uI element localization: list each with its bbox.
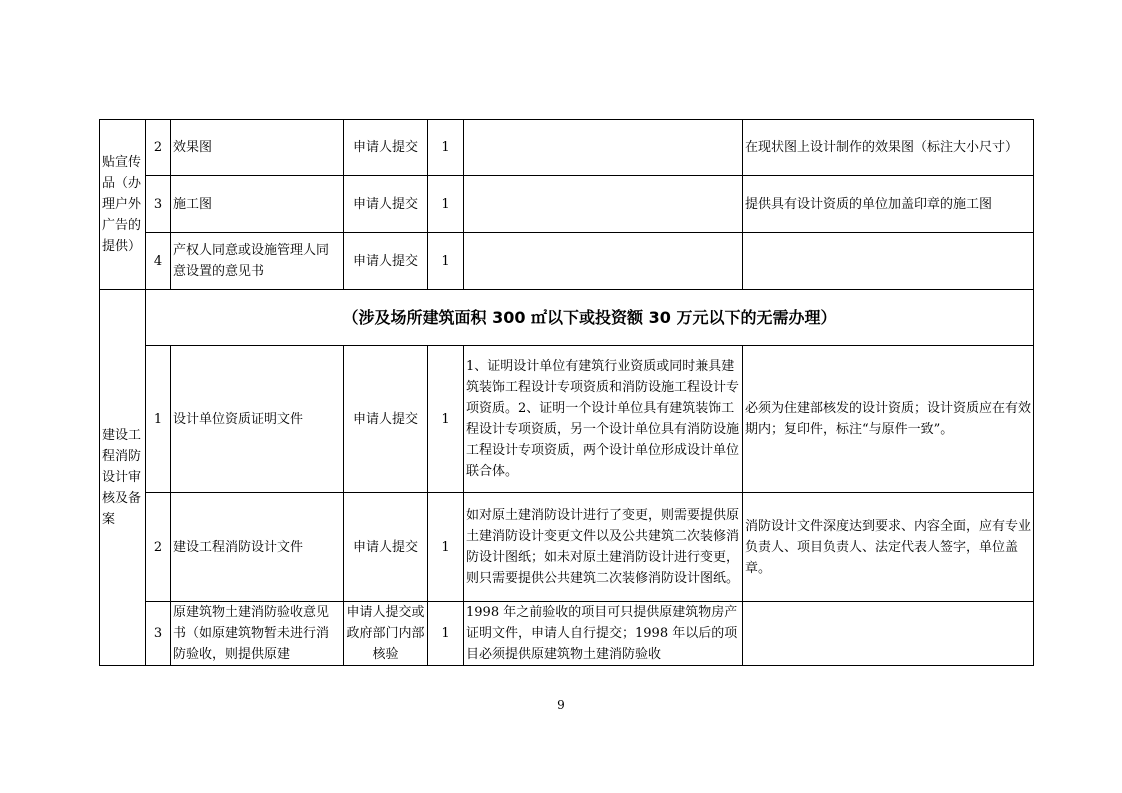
provider: 申请人提交 bbox=[344, 176, 428, 233]
category-cell: 贴宣传品（办理户外广告的提供） bbox=[100, 120, 146, 290]
row-number: 3 bbox=[146, 176, 171, 233]
material-name: 设计单位资质证明文件 bbox=[171, 346, 344, 493]
material-name: 效果图 bbox=[171, 120, 344, 176]
table-row bbox=[100, 602, 1034, 666]
row-number: 1 bbox=[146, 346, 171, 493]
copies: 1 bbox=[428, 346, 464, 493]
note: 必须为住建部核发的设计资质；设计资质应在有效期内；复印件，标注“与原件一致”。 bbox=[743, 346, 1034, 493]
material-name: 建设工程消防设计文件 bbox=[171, 493, 344, 602]
requirements-table bbox=[99, 119, 1034, 666]
material-name: 施工图 bbox=[171, 176, 344, 233]
copies: 1 bbox=[428, 176, 464, 233]
material-name: 产权人同意或设施管理人同意设置的意见书 bbox=[171, 233, 344, 290]
note bbox=[743, 602, 1034, 666]
table-row bbox=[100, 120, 1034, 176]
requirement: 1998 年之前验收的项目可只提供原建筑物房产证明文件，申请人自行提交；1998 年以后的项目必须提供原建筑物土建消防验收 bbox=[464, 602, 743, 666]
provider: 申请人提交 bbox=[344, 233, 428, 290]
row-number: 2 bbox=[146, 493, 171, 602]
table-row bbox=[100, 493, 1034, 602]
page-number: 9 bbox=[557, 698, 565, 712]
note: 在现状图上设计制作的效果图（标注大小尺寸） bbox=[743, 120, 1034, 176]
copies: 1 bbox=[428, 602, 464, 666]
copies: 1 bbox=[428, 233, 464, 290]
exemption-banner: （涉及场所建筑面积 300 ㎡以下或投资额 30 万元以下的无需办理） bbox=[146, 290, 1034, 346]
provider: 申请人提交或政府部门内部核验 bbox=[344, 602, 428, 666]
provider: 申请人提交 bbox=[344, 493, 428, 602]
requirement bbox=[464, 176, 743, 233]
note: 提供具有设计资质的单位加盖印章的施工图 bbox=[743, 176, 1034, 233]
copies: 1 bbox=[428, 120, 464, 176]
provider: 申请人提交 bbox=[344, 120, 428, 176]
table-row bbox=[100, 346, 1034, 493]
requirement: 1、证明设计单位有建筑行业资质或同时兼具建筑装饰工程设计专项资质和消防设施工程设计专项资质。2、证明一个设计单位具有建筑装饰工程设计专项资质，另一个设计单位具有消防设施工程设计专项资质，两个设计单位形成设计单位联合体。 bbox=[464, 346, 743, 493]
table-row bbox=[100, 233, 1034, 290]
table-row bbox=[100, 176, 1034, 233]
material-name: 原建筑物土建消防验收意见书（如原建筑物暂未进行消防验收，则提供原建 bbox=[171, 602, 344, 666]
note bbox=[743, 233, 1034, 290]
note: 消防设计文件深度达到要求、内容全面，应有专业负责人、项目负责人、法定代表人签字，单位盖章。 bbox=[743, 493, 1034, 602]
row-number: 4 bbox=[146, 233, 171, 290]
requirement: 如对原土建消防设计进行了变更，则需要提供原土建消防设计变更文件以及公共建筑二次装修消防设计图纸；如未对原土建消防设计进行变更，则只需要提供公共建筑二次装修消防设计图纸。 bbox=[464, 493, 743, 602]
row-number: 2 bbox=[146, 120, 171, 176]
copies: 1 bbox=[428, 493, 464, 602]
requirement bbox=[464, 233, 743, 290]
category-cell: 建设工程消防设计审核及备案 bbox=[100, 290, 146, 666]
provider: 申请人提交 bbox=[344, 346, 428, 493]
row-number: 3 bbox=[146, 602, 171, 666]
requirement bbox=[464, 120, 743, 176]
banner-row bbox=[100, 290, 1034, 346]
